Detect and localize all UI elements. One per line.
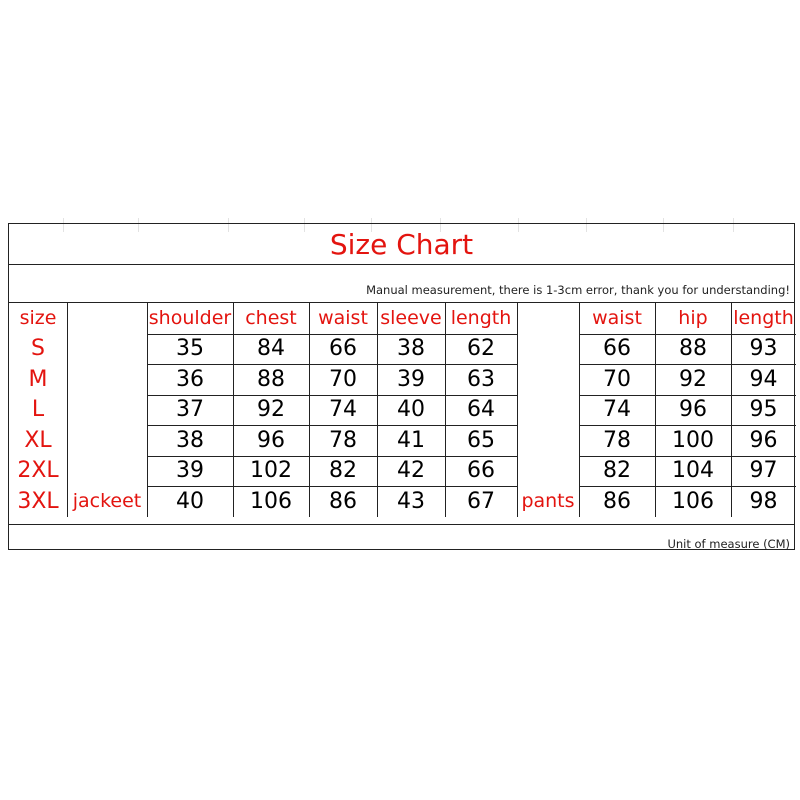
table-bottom-divider [9, 524, 794, 525]
pants-value: 106 [672, 488, 714, 514]
jacket-row-divider [147, 334, 517, 335]
jacket-row-divider [147, 395, 517, 396]
jacket-value: 96 [257, 427, 285, 453]
jacket-value: 38 [176, 427, 204, 453]
chart-title: Size Chart [329, 227, 474, 261]
pants-value: 93 [749, 336, 778, 362]
size-header: size [19, 307, 57, 330]
jacket-value: 40 [397, 397, 425, 423]
jacket-value: 86 [329, 488, 357, 514]
column-divider [517, 303, 518, 517]
jacket-value: 92 [257, 397, 285, 423]
pants-value: 96 [679, 397, 707, 423]
jacket-header-chest: chest [245, 307, 297, 330]
pants-row-divider [579, 364, 796, 365]
jacket-value: 41 [397, 427, 425, 453]
jacket-value: 82 [329, 458, 357, 484]
jacket-row-divider [147, 425, 517, 426]
pants-value: 98 [749, 488, 778, 514]
column-divider [233, 303, 234, 517]
pants-value: 94 [749, 366, 778, 392]
pants-row-divider [579, 395, 796, 396]
jacket-value: 40 [176, 488, 204, 514]
jacket-value: 64 [467, 397, 495, 423]
size-label: 2XL [17, 458, 59, 484]
jacket-value: 70 [329, 366, 357, 392]
column-divider [309, 303, 310, 517]
measurement-note: Manual measurement, there is 1-3cm error, thank you for understanding! [366, 283, 790, 297]
size-label: S [31, 336, 45, 362]
column-divider [579, 303, 580, 517]
jacket-value: 67 [467, 488, 495, 514]
jacket-value: 62 [467, 336, 495, 362]
pants-value: 92 [679, 366, 707, 392]
size-label: L [31, 397, 45, 423]
jacket-header-waist: waist [318, 307, 368, 330]
jacket-value: 38 [397, 336, 425, 362]
pants-value: 82 [603, 458, 631, 484]
jacket-value: 36 [176, 366, 204, 392]
pants-row-divider [579, 456, 796, 457]
size-label: M [28, 366, 48, 392]
jacket-value: 39 [176, 458, 204, 484]
jacket-value: 88 [257, 366, 285, 392]
pants-value: 70 [603, 366, 631, 392]
jacket-value: 35 [176, 336, 204, 362]
jacket-row-divider [147, 486, 517, 487]
pants-row-divider [579, 486, 796, 487]
title-divider [9, 264, 794, 265]
pants-row-divider [579, 334, 796, 335]
pants-value: 74 [603, 397, 631, 423]
pants-label: pants [521, 490, 575, 513]
measurement-table [9, 303, 794, 531]
jacket-header-shoulder: shoulder [148, 307, 232, 330]
pants-header-length: length [733, 307, 794, 330]
jacket-value: 42 [397, 458, 425, 484]
jacket-value: 84 [257, 336, 285, 362]
pants-value: 104 [672, 458, 714, 484]
jacket-value: 63 [467, 366, 495, 392]
column-divider [147, 303, 148, 517]
jacket-row-divider [147, 364, 517, 365]
pants-value: 100 [672, 427, 714, 453]
jacket-value: 39 [397, 366, 425, 392]
jacket-header-length: length [450, 307, 512, 330]
unit-note: Unit of measure (CM) [667, 537, 790, 551]
jacket-value: 106 [250, 488, 292, 514]
pants-value: 66 [603, 336, 631, 362]
pants-header-hip: hip [678, 307, 708, 330]
jacket-value: 37 [176, 397, 204, 423]
jacket-label: jackeet [72, 490, 142, 513]
jacket-value: 66 [329, 336, 357, 362]
column-divider [445, 303, 446, 517]
jacket-value: 43 [397, 488, 425, 514]
pants-value: 95 [749, 397, 778, 423]
column-divider [655, 303, 656, 517]
pants-value: 86 [603, 488, 631, 514]
size-chart [8, 223, 795, 550]
jacket-value: 78 [329, 427, 357, 453]
title-row [9, 224, 794, 264]
pants-row-divider [579, 425, 796, 426]
size-label: 3XL [17, 488, 59, 514]
pants-value: 97 [749, 458, 778, 484]
jacket-value: 102 [250, 458, 292, 484]
jacket-value: 65 [467, 427, 495, 453]
pants-header-waist: waist [592, 307, 642, 330]
column-divider [377, 303, 378, 517]
size-label: XL [24, 427, 52, 453]
jacket-header-sleeve: sleeve [380, 307, 442, 330]
jacket-value: 74 [329, 397, 357, 423]
pants-value: 96 [749, 427, 778, 453]
jacket-row-divider [147, 456, 517, 457]
column-divider [67, 303, 68, 517]
jacket-value: 66 [467, 458, 495, 484]
pants-value: 88 [679, 336, 707, 362]
column-divider [731, 303, 732, 517]
pants-value: 78 [603, 427, 631, 453]
